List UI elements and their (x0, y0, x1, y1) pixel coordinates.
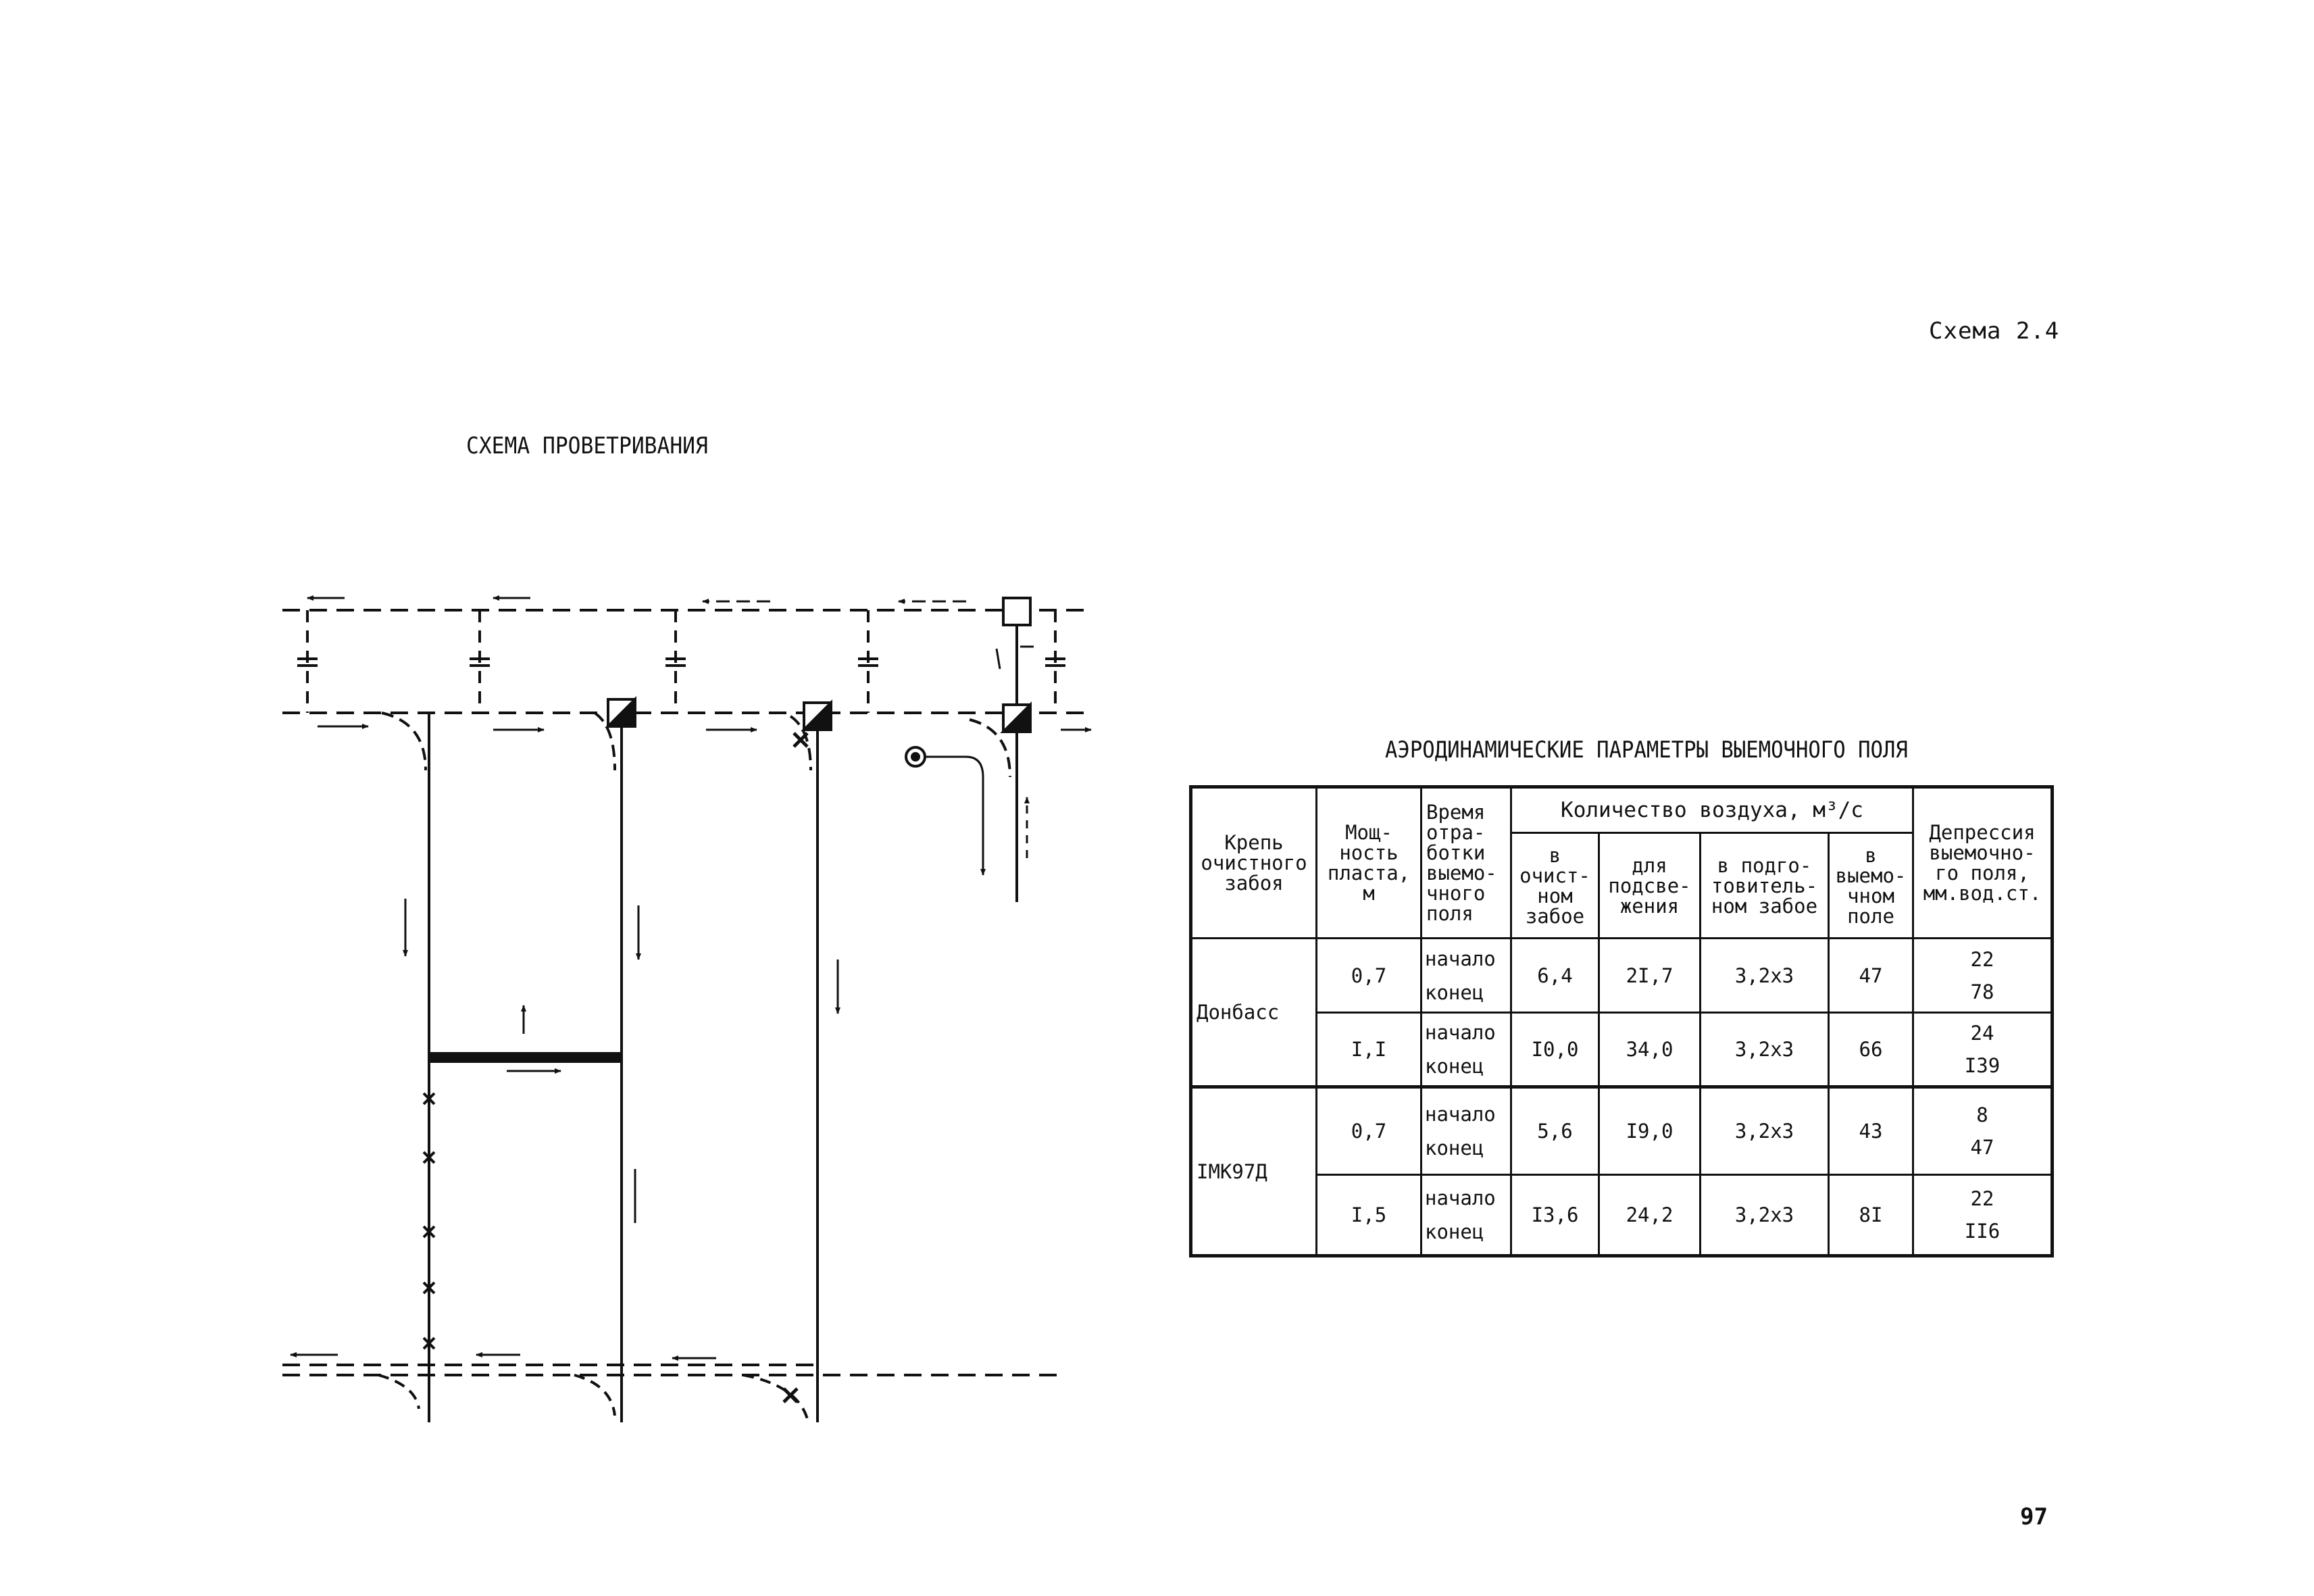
field-cell: 43 (1829, 1087, 1913, 1175)
depression-cell (1913, 939, 2053, 1013)
time-cell (1422, 939, 1511, 1013)
depression-end: I39 (1964, 1054, 2001, 1077)
time-end: конец (1425, 1220, 1484, 1243)
table-row (1191, 1087, 2053, 1175)
development-cell: 3,2х3 (1701, 1013, 1829, 1087)
header-time: Время отра-ботки выемо-чного поля (1422, 787, 1511, 939)
time-start: начало (1425, 1103, 1496, 1126)
depression-end: 78 (1970, 980, 1994, 1003)
header-field: в выемо-чном поле (1829, 833, 1913, 939)
page-number: 97 (2020, 1503, 2048, 1530)
fan-box (1003, 598, 1030, 625)
header-stope: в очист-ном забое (1511, 833, 1599, 939)
stope-cell: 5,6 (1511, 1087, 1599, 1175)
refresh-cell: 34,0 (1599, 1013, 1701, 1087)
ventilation-diagram (270, 581, 1108, 1439)
depression-start: 22 (1970, 1187, 1994, 1210)
time-end: конец (1425, 980, 1484, 1004)
diagram-title: СХЕМА ПРОВЕТРИВАНИЯ (466, 432, 708, 459)
header-air-quantity: Количество воздуха, м³/с (1511, 787, 1913, 833)
thickness-cell: I,I (1317, 1013, 1422, 1087)
field-cell: 8I (1829, 1175, 1913, 1256)
header-support: Крепь очистного забоя (1191, 787, 1317, 939)
time-cell (1422, 1013, 1511, 1087)
time-end: конец (1425, 1055, 1484, 1078)
refresh-cell: 2I,7 (1599, 939, 1701, 1013)
time-cell (1422, 1175, 1511, 1256)
table-row (1191, 1175, 2053, 1256)
support-cell: IМК97Д (1191, 1087, 1317, 1256)
thickness-cell: 0,7 (1317, 1087, 1422, 1175)
table-row (1191, 1013, 2053, 1087)
scheme-label: Схема 2.4 (1929, 318, 2060, 345)
depression-end: II6 (1964, 1220, 2001, 1243)
field-cell: 47 (1829, 939, 1913, 1013)
time-cell (1422, 1087, 1511, 1175)
time-start: начало (1425, 947, 1496, 970)
development-cell: 3,2х3 (1701, 1087, 1829, 1175)
depression-cell (1913, 1013, 2053, 1087)
support-cell: Донбасс (1191, 939, 1317, 1087)
header-refresh: для подсве-жения (1599, 833, 1701, 939)
depression-cell (1913, 1175, 2053, 1256)
depression-start: 8 (1976, 1103, 1988, 1126)
depression-end: 47 (1970, 1136, 1994, 1159)
table-row (1191, 939, 2053, 1013)
thickness-cell: 0,7 (1317, 939, 1422, 1013)
table-header-row (1191, 787, 2053, 833)
params-table (1189, 785, 2054, 1257)
depression-start: 22 (1970, 947, 1994, 971)
depression-cell (1913, 1087, 2053, 1175)
thickness-cell: I,5 (1317, 1175, 1422, 1256)
depression-start: 24 (1970, 1022, 1994, 1045)
development-cell: 3,2х3 (1701, 939, 1829, 1013)
time-start: начало (1425, 1187, 1496, 1210)
refresh-cell: I9,0 (1599, 1087, 1701, 1175)
development-cell: 3,2х3 (1701, 1175, 1829, 1256)
stope-cell: I0,0 (1511, 1013, 1599, 1087)
table-title: АЭРОДИНАМИЧЕСКИЕ ПАРАМЕТРЫ ВЫЕМОЧНОГО ПОЛЯ (1385, 737, 1908, 764)
header-depression: Депрессия выемочно-го поля, мм.вод.ст. (1913, 787, 2053, 939)
stope-cell: 6,4 (1511, 939, 1599, 1013)
header-development: в подго-товитель-ном забое (1701, 833, 1829, 939)
header-thickness: Мощ-ность пласта, м (1317, 787, 1422, 939)
time-start: начало (1425, 1021, 1496, 1044)
time-end: конец (1425, 1137, 1484, 1159)
stope-cell: I3,6 (1511, 1175, 1599, 1256)
refresh-cell: 24,2 (1599, 1175, 1701, 1256)
field-cell: 66 (1829, 1013, 1913, 1087)
